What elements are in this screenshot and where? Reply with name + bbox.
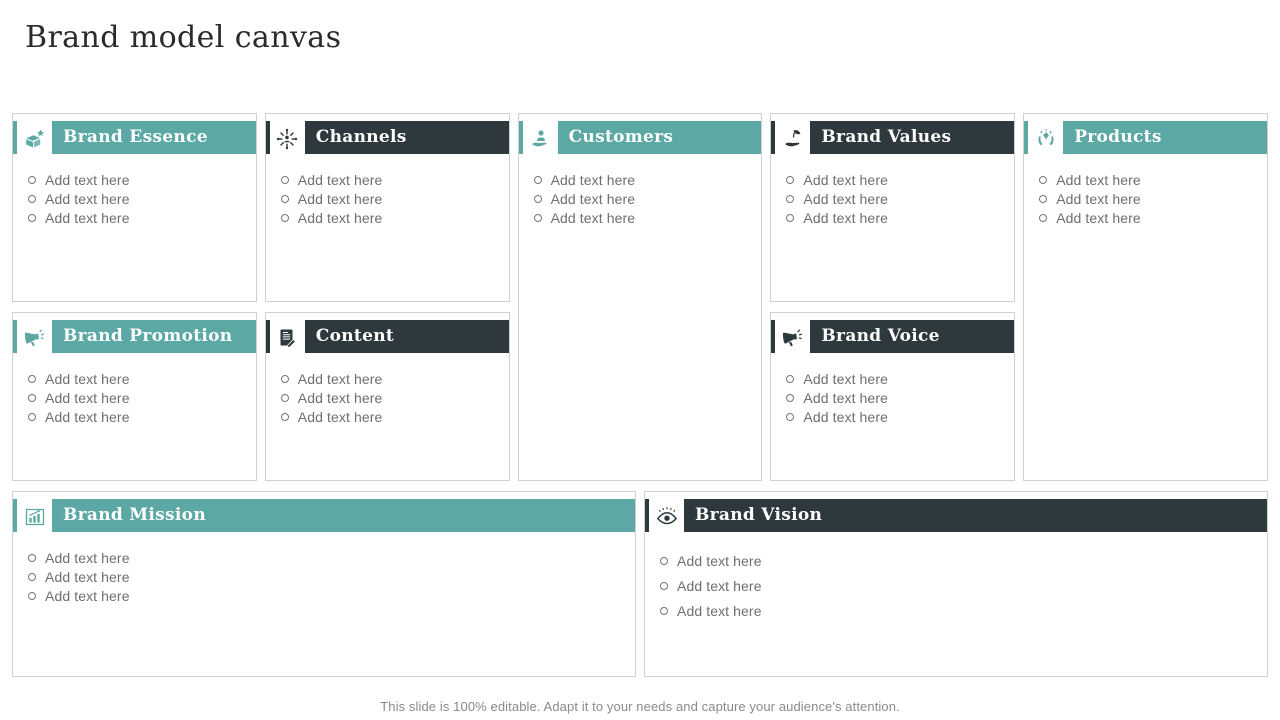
card-brand-vision (644, 491, 1268, 677)
card-title: Brand Mission (63, 505, 206, 525)
list-item: Add text here (28, 388, 248, 407)
list-item: Add text here (28, 170, 248, 189)
card-brand-essence (12, 113, 257, 302)
placeholder-list (266, 170, 509, 227)
card-header (771, 320, 1014, 353)
page-title: Brand model canvas (25, 20, 342, 55)
card-header (1024, 121, 1267, 154)
circle-bullet-icon (28, 573, 36, 581)
card-customers (518, 113, 763, 481)
list-item: Add text here (1039, 208, 1259, 227)
eye-icon (649, 499, 684, 535)
circle-bullet-icon (786, 176, 794, 184)
list-item: Add text here (281, 170, 501, 189)
brand-canvas-grid (12, 113, 1268, 677)
circle-bullet-icon (786, 214, 794, 222)
document-pencil-icon (270, 320, 305, 356)
circle-bullet-icon (534, 195, 542, 203)
circle-bullet-icon (1039, 176, 1047, 184)
list-item: Add text here (28, 208, 248, 227)
list-item: Add text here (786, 170, 1006, 189)
circle-bullet-icon (28, 214, 36, 222)
card-header (266, 121, 509, 154)
list-item: Add text here (28, 567, 627, 586)
placeholder-list (13, 170, 256, 227)
card-header (13, 320, 256, 353)
list-item: Add text here (28, 586, 627, 605)
card-brand-values (770, 113, 1015, 302)
card-header (771, 121, 1014, 154)
circle-bullet-icon (1039, 214, 1047, 222)
growth-chart-icon (17, 499, 52, 535)
circle-bullet-icon (660, 607, 668, 615)
list-item: Add text here (28, 369, 248, 388)
circle-bullet-icon (786, 413, 794, 421)
list-item: Add text here (786, 208, 1006, 227)
list-item: Add text here (281, 407, 501, 426)
circle-bullet-icon (28, 375, 36, 383)
card-title: Content (315, 326, 395, 346)
list-item: Add text here (1039, 189, 1259, 208)
circle-bullet-icon (786, 394, 794, 402)
list-item: Add text here (1039, 170, 1259, 189)
list-item: Add text here (281, 208, 501, 227)
placeholder-list (13, 369, 256, 426)
card-content (265, 312, 510, 481)
list-item: Add text here (786, 407, 1006, 426)
placeholder-list (1024, 170, 1267, 227)
list-item: Add text here (28, 189, 248, 208)
card-header (13, 121, 256, 154)
circle-bullet-icon (28, 554, 36, 562)
placeholder-list (771, 170, 1014, 227)
card-title: Brand Promotion (63, 326, 233, 346)
circle-bullet-icon (28, 195, 36, 203)
placeholder-list (266, 369, 509, 426)
circle-bullet-icon (786, 375, 794, 383)
circle-bullet-icon (28, 176, 36, 184)
list-item: Add text here (534, 189, 754, 208)
card-channels (265, 113, 510, 302)
card-brand-voice (770, 312, 1015, 481)
list-item: Add text here (660, 573, 1259, 598)
card-header (645, 499, 1267, 532)
placeholder-list (771, 369, 1014, 426)
circle-bullet-icon (28, 592, 36, 600)
card-brand-promotion (12, 312, 257, 481)
hand-person-icon (523, 121, 558, 157)
card-header (519, 121, 762, 154)
list-item: Add text here (660, 548, 1259, 573)
hands-gem-icon (1028, 121, 1063, 157)
card-title: Products (1074, 127, 1162, 147)
list-item: Add text here (281, 189, 501, 208)
circle-bullet-icon (786, 195, 794, 203)
card-header (13, 499, 635, 532)
circle-bullet-icon (660, 557, 668, 565)
list-item: Add text here (28, 548, 627, 567)
editable-note: This slide is 100% editable. Adapt it to your needs and capture your audience's attention. (380, 699, 900, 714)
network-hub-icon (270, 121, 305, 157)
placeholder-list (519, 170, 762, 227)
list-item: Add text here (534, 208, 754, 227)
hand-leaf-icon (775, 121, 810, 157)
list-item: Add text here (28, 407, 248, 426)
list-item: Add text here (786, 388, 1006, 407)
circle-bullet-icon (534, 176, 542, 184)
placeholder-list (13, 548, 635, 605)
card-brand-mission (12, 491, 636, 677)
circle-bullet-icon (281, 195, 289, 203)
circle-bullet-icon (281, 394, 289, 402)
card-title: Brand Vision (695, 505, 823, 525)
list-item: Add text here (786, 369, 1006, 388)
card-title: Brand Voice (821, 326, 940, 346)
card-title: Brand Values (821, 127, 952, 147)
circle-bullet-icon (1039, 195, 1047, 203)
list-item: Add text here (281, 369, 501, 388)
megaphone-icon (17, 320, 52, 356)
list-item: Add text here (786, 189, 1006, 208)
placeholder-list (645, 548, 1267, 623)
card-title: Customers (568, 127, 674, 147)
list-item: Add text here (660, 598, 1259, 623)
card-products (1023, 113, 1268, 481)
circle-bullet-icon (660, 582, 668, 590)
circle-bullet-icon (281, 176, 289, 184)
circle-bullet-icon (281, 214, 289, 222)
card-header (266, 320, 509, 353)
circle-bullet-icon (281, 413, 289, 421)
circle-bullet-icon (281, 375, 289, 383)
box-star-icon (17, 121, 52, 157)
megaphone-icon (775, 320, 810, 356)
card-title: Brand Essence (63, 127, 208, 147)
card-title: Channels (315, 127, 407, 147)
circle-bullet-icon (534, 214, 542, 222)
list-item: Add text here (534, 170, 754, 189)
list-item: Add text here (281, 388, 501, 407)
circle-bullet-icon (28, 413, 36, 421)
circle-bullet-icon (28, 394, 36, 402)
